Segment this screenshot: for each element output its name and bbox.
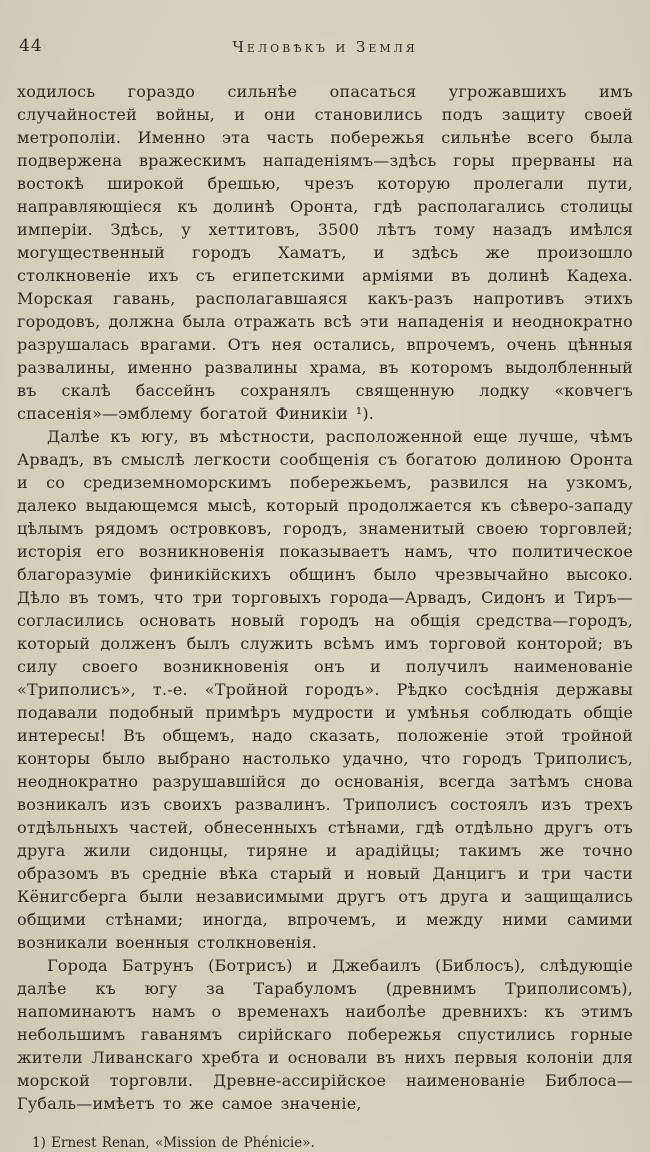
page-body xyxy=(17,80,633,1115)
paragraph: Далѣе къ югу, въ мѣстности, расположенной еще лучше, чѣмъ Арвадъ, въ смыслѣ легкости сообщенія съ богатою долиною Оронта и со средиземноморскимъ побережьемъ, развился на узкомъ, далеко выдающемся мысѣ, который продолжается къ сѣверо-западу цѣлымъ рядомъ островковъ, городъ, знаменитый своею торговлей; исторія его возникновенія показываетъ намъ, что политическое благоразуміе финикійскихъ общинъ было чрезвычайно высоко. Дѣло въ томъ, что три торговыхъ города—Арвадъ, Сидонъ и Тиръ—согласились основать новый городъ на общія средства—городъ, который долженъ былъ служить всѣмъ имъ торговой конторой; въ силу своего возникновенія онъ и получилъ наименованіе «Триполисъ», т.-е. «Тройной городъ». Рѣдко сосѣднія державы подавали подобный примѣръ мудрости и умѣнья соблюдать общіе интересы! Въ общемъ, надо сказать, положеніе этой тройной конторы было выбрано настолько удачно, что городъ Триполисъ, неоднократно разрушавшійся до основанія, всегда затѣмъ снова возникалъ изъ своихъ развалинъ. Триполисъ состоялъ изъ трехъ отдѣльныхъ частей, обнесенныхъ стѣнами, гдѣ отдѣльно другъ отъ друга жили сидонцы, тиряне и арадійцы; такимъ же точно образомъ въ средніе вѣка старый и новый Данцигъ и три части Кёнигсберга были независимыми другъ отъ друга и защищались общими стѣнами; иногда, впрочемъ, и между ними самими возникали военныя столкновенія. xyxy=(17,427,633,952)
page-number: 44 xyxy=(19,36,43,56)
paragraph: Города Батрунъ (Ботрисъ) и Джебаилъ (Библосъ), слѣдующіе далѣе къ югу за Тарабуломъ (древнимъ Триполисомъ), напоминаютъ намъ о временахъ наиболѣе древнихъ: къ этимъ небольшимъ гаванямъ сирійскаго побережья спустились горные жители Ливанскаго хребта и основали въ нихъ первыя колоніи для морской торговли. Древне-ассирійское наименованіе Библоса—Губаль—имѣетъ то же самое значеніе, xyxy=(17,956,633,1113)
footnote: 1) Ernest Renan, «Mission de Phénicie». xyxy=(32,1135,315,1151)
page-header xyxy=(17,36,633,58)
running-title: Человѣкъ и Земля xyxy=(232,38,418,56)
paragraph: ходилось гораздо сильнѣе опасаться угрожавшихъ имъ случайностей войны, и они становились подъ защиту своей метрополіи. Именно эта часть побережья сильнѣе всего была подвержена вражескимъ нападеніямъ—здѣсь горы прерваны на востокѣ широкой брешью, чрезъ которую пролегали пути, направляющіеся къ долинѣ Оронта, гдѣ располагались столицы имперіи. Здѣсь, у хеттитовъ, 3500 лѣтъ тому назадъ имѣлся могущественный городъ Хаматъ, и здѣсь же произошло столкновеніе ихъ съ египетскими арміями въ долинѣ Кадеха. Морская гавань, располагавшаяся какъ-разъ напротивъ этихъ городовъ, должна была отражать всѣ эти нападенія и неоднократно разрушалась врагами. Отъ нея остались, впрочемъ, очень цѣнныя развалины, именно развалины храма, въ которомъ выдолбленный въ скалѣ бассейнъ сохранялъ священную лодку «ковчегъ спасенія»—эмблему богатой Финикіи ¹). xyxy=(17,82,633,423)
